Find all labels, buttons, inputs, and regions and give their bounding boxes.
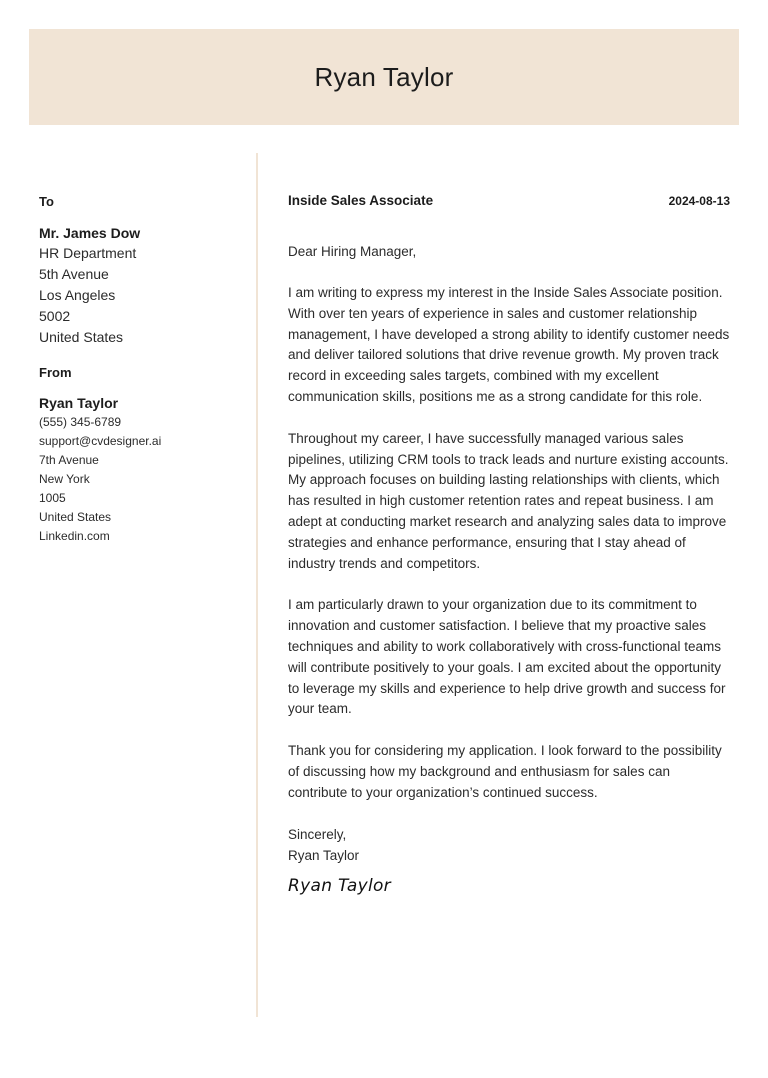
sender-address-line: 1005 xyxy=(39,491,66,505)
to-label: To xyxy=(39,194,54,209)
recipient-address-line: Los Angeles xyxy=(39,287,116,303)
recipient-address-line: United States xyxy=(39,329,124,345)
from-label: From xyxy=(39,365,72,380)
recipient-address-line: HR Department xyxy=(39,245,137,261)
letter-paragraph: I am writing to express my interest in the Inside Sales Associate position. With over ten years of experience in sales and customer relationship management, I have developed a strong ability to identify customer needs and deliver tailored solutions that drive revenue growth. My proven track record in exceeding sales targets, combined with my excellent communication skills, positions me as a strong candidate for this role. xyxy=(288,285,730,404)
sender-address-line: New York xyxy=(39,472,90,486)
sender-email: support@cvdesigner.ai xyxy=(39,434,162,448)
letter-date: 2024-08-13 xyxy=(668,194,730,208)
letter-paragraph: Thank you for considering my application. I look forward to the possibility of discussing how my background and enthusiasm for sales can contribute to your organization’s continued success. xyxy=(288,743,722,800)
salutation: Dear Hiring Manager, xyxy=(288,244,417,259)
letter-paragraph: I am particularly drawn to your organization due to its commitment to innovation and customer satisfaction. I believe that my proactive sales techniques and ability to work collaboratively with cross-functional teams will contribute positively to your goals. I am excited about the opportunity to leverage my skills and experience to help drive growth and success for your team. xyxy=(288,597,726,717)
position-title: Inside Sales Associate xyxy=(288,193,434,208)
recipient-address-line: 5th Avenue xyxy=(39,266,109,282)
address-column xyxy=(39,194,244,546)
header-band xyxy=(29,29,739,125)
sender-name: Ryan Taylor xyxy=(39,395,119,411)
letter-body xyxy=(288,193,730,896)
sender-address-line: United States xyxy=(39,510,112,524)
letter-title-row xyxy=(288,193,730,208)
signature: Ryan Taylor xyxy=(288,875,391,896)
closing-name: Ryan Taylor xyxy=(288,847,360,863)
closing: Sincerely, xyxy=(288,826,347,842)
sender-website: Linkedin.com xyxy=(39,529,110,543)
page-title: Ryan Taylor xyxy=(314,61,454,92)
column-divider xyxy=(256,153,258,1017)
recipient-address-line: 5002 xyxy=(39,308,71,324)
letter-paragraph: Throughout my career, I have successfully managed various sales pipelines, utilizing CRM tools to track leads and nurture existing accounts. My approach focuses on building lasting relationships with clients, which has resulted in high customer retention rates and repeat business. I am adept at conducting market research and analyzing sales data to improve strategies and enhance performance, ensuring that I stay ahead of industry trends and competitors. xyxy=(288,430,729,571)
recipient-name: Mr. James Dow xyxy=(39,225,141,241)
sender-phone: (555) 345-6789 xyxy=(39,415,122,429)
sender-address-line: 7th Avenue xyxy=(39,453,99,467)
